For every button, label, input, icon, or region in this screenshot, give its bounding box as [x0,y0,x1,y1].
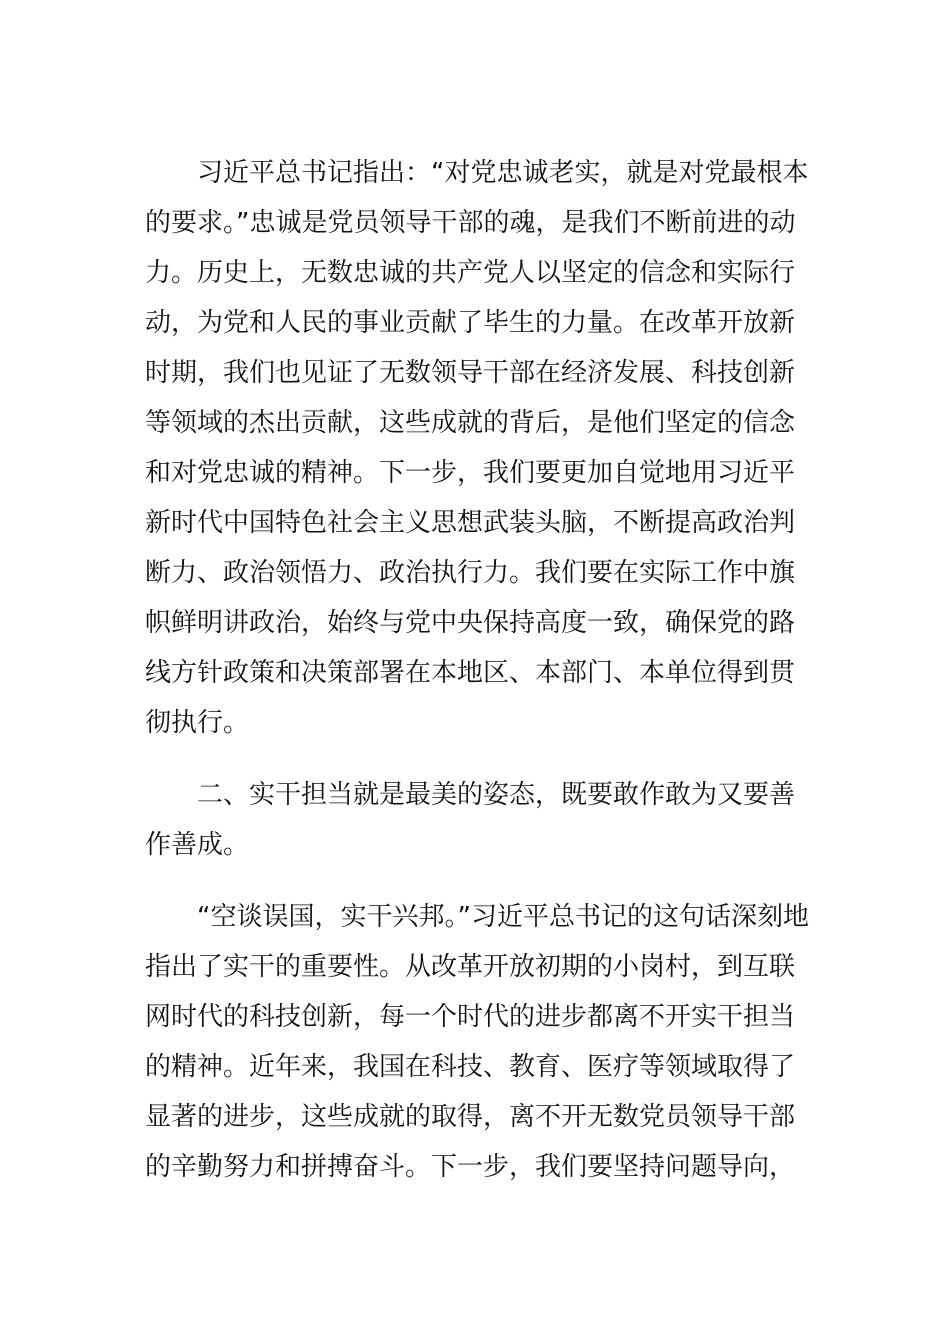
paragraph-line: 指出了实干的重要性。从改革开放初期的小岗村，到互联 [145,952,796,982]
paragraph-line: 和对党忠诚的精神。下一步，我们要更加自觉地用习近平 [145,458,796,488]
paragraph-line: 的精神。近年来，我国在科技、教育、医疗等领域取得了 [145,1052,796,1082]
paragraph-spacer [145,870,807,892]
paragraph-line: 的要求。”忠诚是党员领导干部的魂，是我们不断前进的动 [145,208,796,238]
paragraph-spacer [145,748,807,770]
paragraph-line: “空谈误国，实干兴邦。”习近平总书记的这句话深刻地 [197,902,809,932]
paragraph-line: 的辛勤努力和拼搏奋斗。下一步，我们要坚持问题导向， [145,1152,796,1182]
paragraph-line: 帜鲜明讲政治，始终与党中央保持高度一致，确保党的路 [145,608,796,638]
paragraph-loyalty [145,148,807,748]
document-body [145,148,807,1192]
paragraph-action [145,892,807,1192]
paragraph-line: 新时代中国特色社会主义思想武装头脑，不断提高政治判 [145,508,796,538]
paragraph-line: 时期，我们也见证了无数领导干部在经济发展、科技创新 [145,358,796,388]
section-heading-two [145,770,807,870]
paragraph-line: 力。历史上，无数忠诚的共产党人以坚定的信念和实际行 [145,258,796,288]
heading-line: 作善成。 [145,830,250,860]
paragraph-line: 等领域的杰出贡献，这些成就的背后，是他们坚定的信念 [145,408,796,438]
paragraph-line: 网时代的科技创新，每一个时代的进步都离不开实干担当 [145,1002,796,1032]
heading-line: 二、实干担当就是最美的姿态，既要敢作敢为又要善 [197,780,796,810]
paragraph-line: 习近平总书记指出：“对党忠诚老实，就是对党最根本 [197,158,809,188]
paragraph-line: 断力、政治领悟力、政治执行力。我们要在实际工作中旗 [145,558,796,588]
paragraph-line: 显著的进步，这些成就的取得，离不开无数党员领导干部 [145,1102,796,1132]
paragraph-line: 彻执行。 [145,708,250,738]
paragraph-line: 动，为党和人民的事业贡献了毕生的力量。在改革开放新 [145,308,796,338]
paragraph-line: 线方针政策和决策部署在本地区、本部门、本单位得到贯 [145,658,796,688]
